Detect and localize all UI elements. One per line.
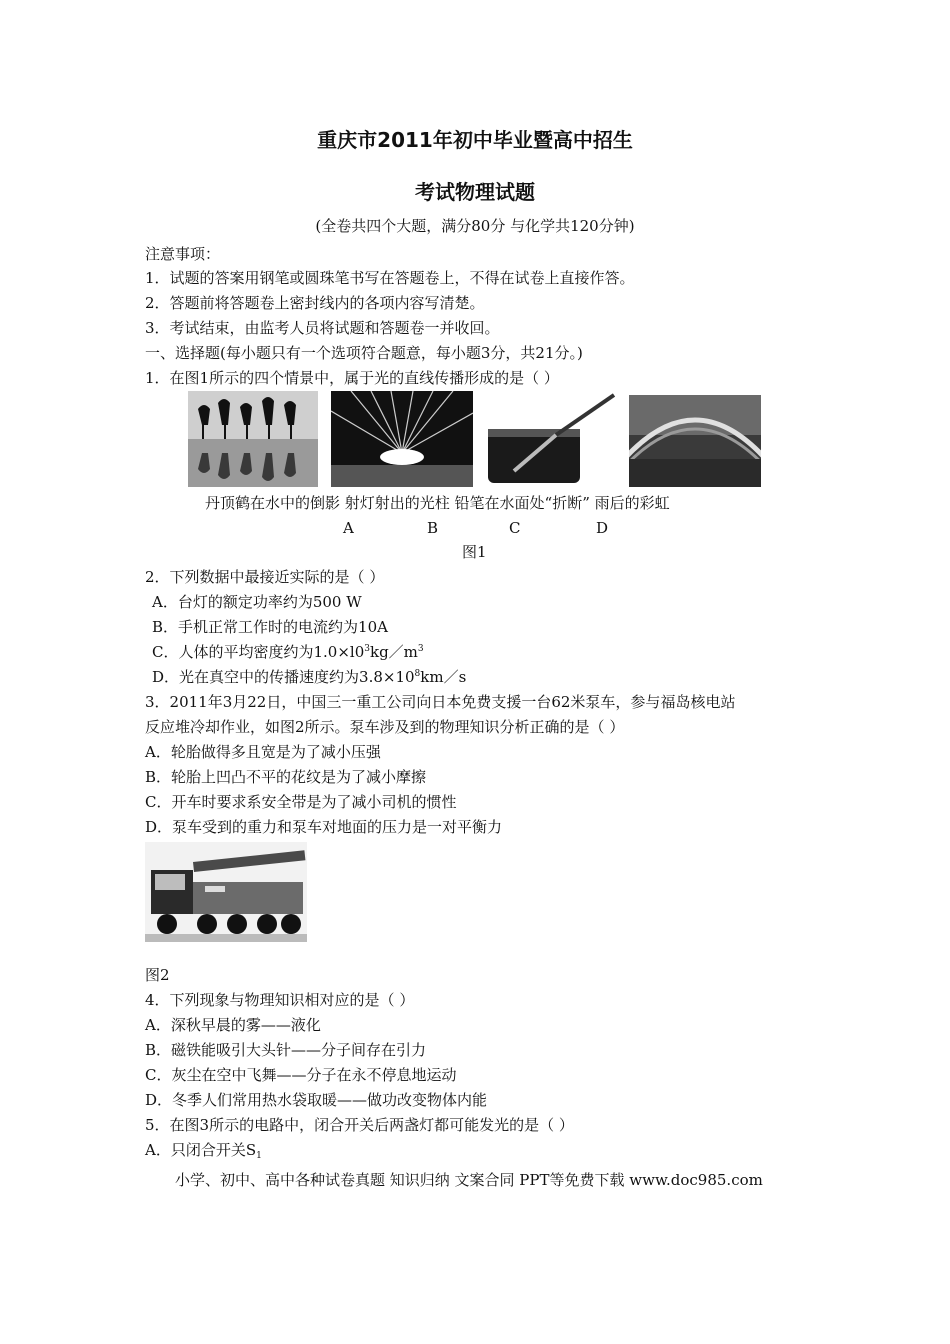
page-footer: 小学、初中、高中各种试卷真题 知识归纳 文案合同 PPT等免费下载 www.doc985.com [175,1171,763,1189]
pencil-in-water-image [484,391,618,487]
exponent: 3 [417,644,424,654]
spotlight-beams-image [331,391,473,487]
option-letter-c: C [509,519,521,537]
question-3-option-d: D．泵车受到的重力和泵车对地面的压力是一对平衡力 [145,818,503,836]
question-2-option-d [152,667,466,687]
subtitle: (全卷共四个大题，满分80分 与化学共120分钟) [315,217,635,235]
question-4-option-a: A．深秋早晨的雾——液化 [145,1016,321,1034]
pump-truck-image [145,842,307,942]
question-2-option-b: B．手机正常工作时的电流约为10A [152,618,388,636]
note-item: 3．考试结束，由监考人员将试题和答题卷一并收回。 [145,319,500,337]
question-3-stem-line-2: 反应堆冷却作业，如图2所示。泵车涉及到的物理知识分析正确的是（ ） [145,718,625,736]
option-letter-d: D [596,519,609,537]
question-2-option-a: A．台灯的额定功率约为500 W [152,593,362,611]
note-item: 2．答题前将答题卷上密封线内的各项内容写清楚。 [145,294,485,312]
figure-1-label: 图1 [462,543,487,561]
title-line-1: 重庆市2011年初中毕业暨高中招生 [317,128,633,152]
question-3-option-b: B．轮胎上凹凸不平的花纹是为了减小摩擦 [145,768,427,786]
question-2-stem: 2．下列数据中最接近实际的是（ ） [145,568,385,586]
question-2-option-c [152,642,424,662]
question-3-option-c: C．开车时要求系安全带是为了减小司机的惯性 [145,793,457,811]
question-5-stem: 5．在图3所示的电路中，闭合开关后两盏灯都可能发光的是（ ） [145,1116,574,1134]
exponent: 8 [414,669,421,679]
question-3-stem-line-1: 3．2011年3月22日，中国三一重工公司向日本免费支援一台62米泵车，参与福岛核电站 [145,693,736,711]
option-c-unit: kg／m [369,643,418,661]
option-letter-b: B [427,519,439,537]
option-d-text: D．光在真空中的传播速度约为3.8×10 [152,668,415,686]
crane-reflection-image [188,391,318,487]
rainbow-image [629,395,761,487]
exponent: 3 [364,644,370,654]
section-heading: 一、选择题(每小题只有一个选项符合题意，每小题3分，共21分。) [145,344,583,362]
option-d-unit: km／s [420,668,467,686]
option-c-text: C．人体的平均密度约为1.0×l0 [152,643,365,661]
notes-heading: 注意事项： [145,245,221,263]
option-a-text: A．只闭合开关S [145,1141,257,1159]
question-3-option-a: A．轮胎做得多且宽是为了减小压强 [145,743,381,761]
note-item: 1．试题的答案用钢笔或圆珠笔书写在答题卷上，不得在试卷上直接作答。 [145,269,635,287]
question-4-option-c: C．灰尘在空中飞舞——分子在永不停息地运动 [145,1066,457,1084]
figure-2-label: 图2 [145,966,170,984]
option-letter-a: A [343,519,354,537]
figure-1-captions: 丹顶鹤在水中的倒影 射灯射出的光柱 铅笔在水面处“折断” 雨后的彩虹 [205,494,670,512]
subscript: 1 [256,1151,262,1161]
title-line-2: 考试物理试题 [415,180,535,204]
question-4-option-b: B．磁铁能吸引大头针——分子间存在引力 [145,1041,427,1059]
question-5-option-a [145,1140,262,1160]
question-4-option-d: D．冬季人们常用热水袋取暖——做功改变物体内能 [145,1091,488,1109]
question-4-stem: 4．下列现象与物理知识相对应的是（ ） [145,991,415,1009]
question-1-stem: 1．在图1所示的四个情景中，属于光的直线传播形成的是（ ） [145,369,559,387]
